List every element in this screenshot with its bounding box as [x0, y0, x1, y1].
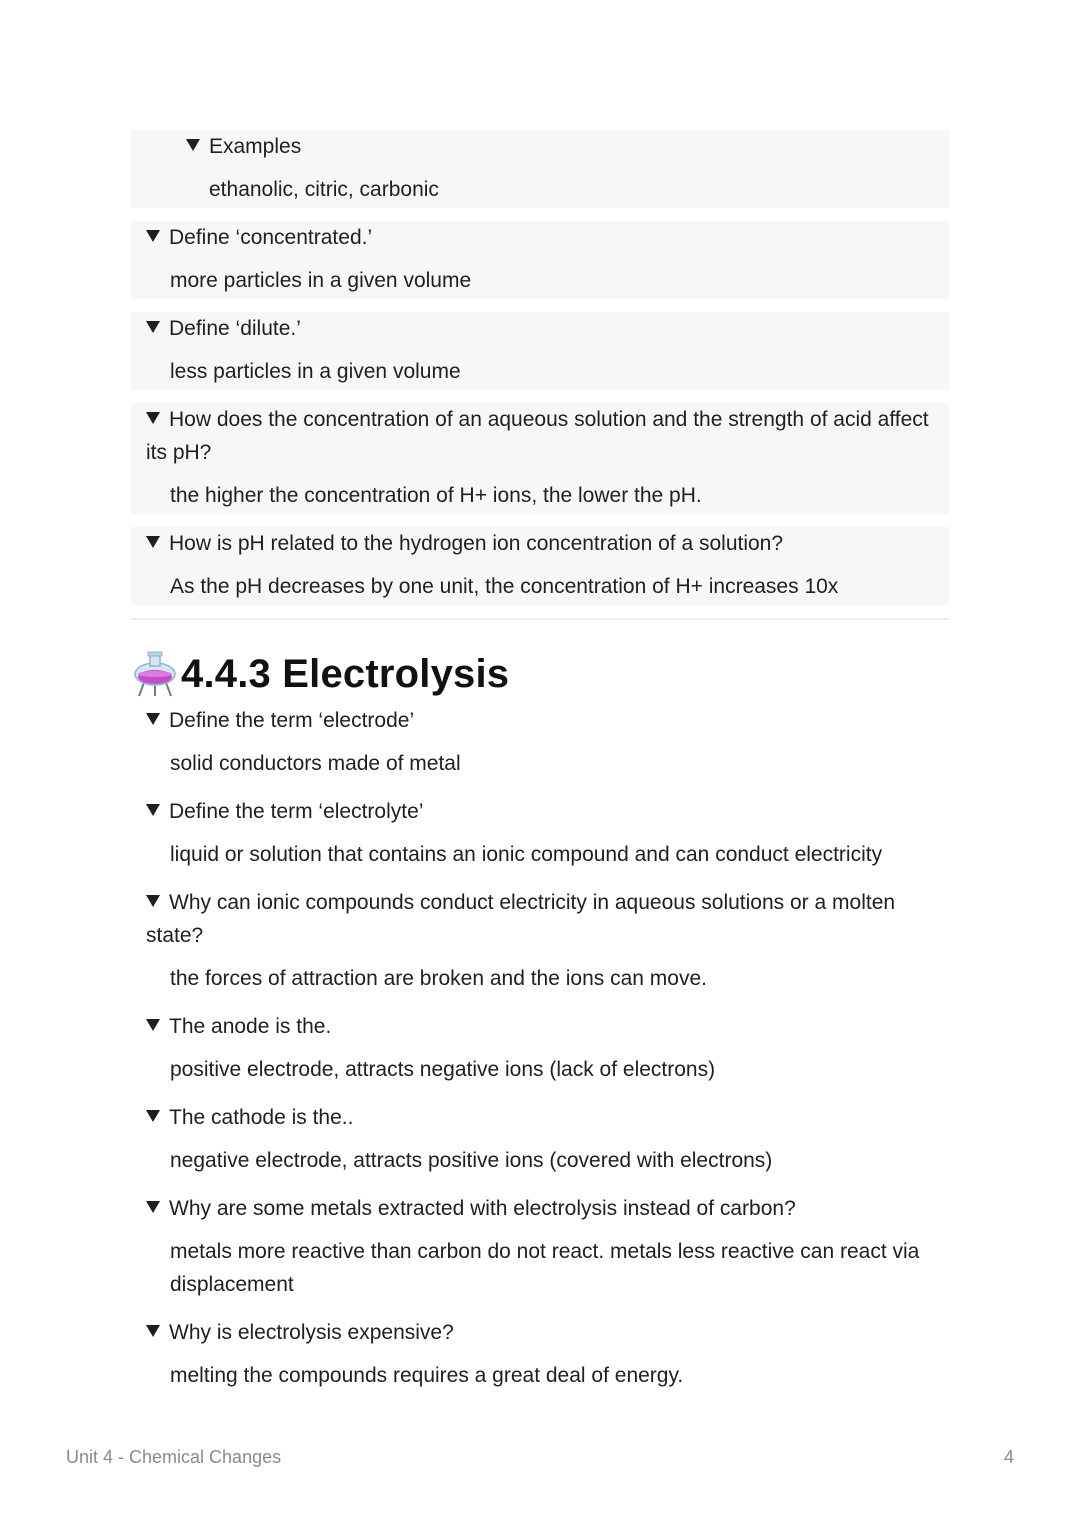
toggle-question[interactable] [131, 1010, 949, 1043]
toggle-item[interactable] [131, 221, 949, 299]
toggle-item[interactable] [131, 527, 949, 605]
question-text: Define ‘dilute.’ [169, 317, 301, 340]
triangle-down-icon[interactable] [146, 321, 160, 333]
triangle-down-icon[interactable] [146, 895, 160, 907]
toggle-question[interactable] [131, 403, 949, 469]
page-content [131, 130, 949, 1407]
triangle-down-icon[interactable] [146, 1325, 160, 1337]
toggle-item[interactable] [131, 886, 949, 997]
section-title: 4.4.3 Electrolysis [181, 651, 510, 696]
question-text: Define ‘concentrated.’ [169, 226, 373, 249]
toggle-question[interactable] [131, 704, 949, 737]
toggle-question[interactable] [131, 1316, 949, 1349]
toggle-item[interactable] [131, 1192, 949, 1303]
triangle-down-icon[interactable] [186, 139, 200, 151]
toggle-question[interactable] [131, 886, 949, 952]
section-heading [131, 650, 949, 698]
question-text: The anode is the. [169, 1015, 332, 1038]
triangle-down-icon[interactable] [146, 412, 160, 424]
triangle-down-icon[interactable] [146, 1201, 160, 1213]
question-text: Define the term ‘electrolyte’ [169, 800, 424, 823]
answer-text: As the pH decreases by one unit, the concentration of H+ increases 10x [170, 575, 839, 598]
footer-unit-label: Unit 4 - Chemical Changes [66, 1447, 282, 1467]
answer-text: less particles in a given volume [170, 360, 461, 383]
question-text: How is pH related to the hydrogen ion concentration of a solution? [169, 532, 784, 555]
footer-page-number: 4 [1003, 1447, 1014, 1467]
answer-text: the forces of attraction are broken and the ions can move. [170, 967, 707, 990]
examples-toggle[interactable] [131, 130, 949, 208]
question-text: Why is electrolysis expensive? [169, 1321, 454, 1344]
toggle-item[interactable] [131, 403, 949, 514]
toggle-question[interactable] [131, 221, 949, 254]
examples-question[interactable] [186, 130, 949, 163]
toggle-item[interactable] [131, 312, 949, 390]
answer-text: liquid or solution that contains an ionic compound and can conduct electricity [170, 843, 883, 866]
toggle-item[interactable] [131, 1101, 949, 1179]
triangle-down-icon[interactable] [146, 1110, 160, 1122]
triangle-down-icon[interactable] [146, 230, 160, 242]
triangle-down-icon[interactable] [146, 536, 160, 548]
answer-text: negative electrode, attracts positive ions (covered with electrons) [170, 1149, 773, 1172]
answer-text: metals more reactive than carbon do not react. metals less reactive can react via displacement [170, 1240, 920, 1296]
toggle-item[interactable] [131, 795, 949, 873]
question-text: Why can ionic compounds conduct electricity in aqueous solutions or a molten state? [146, 891, 896, 947]
question-text: The cathode is the.. [169, 1106, 354, 1129]
toggle-item[interactable] [131, 704, 949, 782]
toggle-question[interactable] [131, 312, 949, 345]
answer-text: more particles in a given volume [170, 269, 472, 292]
toggle-item[interactable] [131, 1316, 949, 1394]
answer-text: solid conductors made of metal [170, 752, 461, 775]
toggle-item[interactable] [131, 1010, 949, 1088]
toggle-question[interactable] [131, 795, 949, 828]
question-text: Why are some metals extracted with electrolysis instead of carbon? [169, 1197, 796, 1220]
question-text: Define the term ‘electrode’ [169, 709, 415, 732]
answer-text: the higher the concentration of H+ ions, the lower the pH. [170, 484, 702, 507]
examples-answer: ethanolic, citric, carbonic [209, 178, 439, 201]
triangle-down-icon[interactable] [146, 804, 160, 816]
examples-nested [131, 130, 949, 208]
toggle-question[interactable] [131, 527, 949, 560]
flask-icon [131, 650, 179, 698]
question-text: How does the concentration of an aqueous solution and the strength of acid affect its pH? [146, 408, 929, 464]
triangle-down-icon[interactable] [146, 713, 160, 725]
toggle-question[interactable] [131, 1101, 949, 1134]
answer-text: positive electrode, attracts negative ions (lack of electrons) [170, 1058, 716, 1081]
triangle-down-icon[interactable] [146, 1019, 160, 1031]
answer-text: melting the compounds requires a great deal of energy. [170, 1364, 684, 1387]
section-divider [131, 618, 949, 620]
examples-label: Examples [209, 135, 302, 158]
toggle-question[interactable] [131, 1192, 949, 1225]
